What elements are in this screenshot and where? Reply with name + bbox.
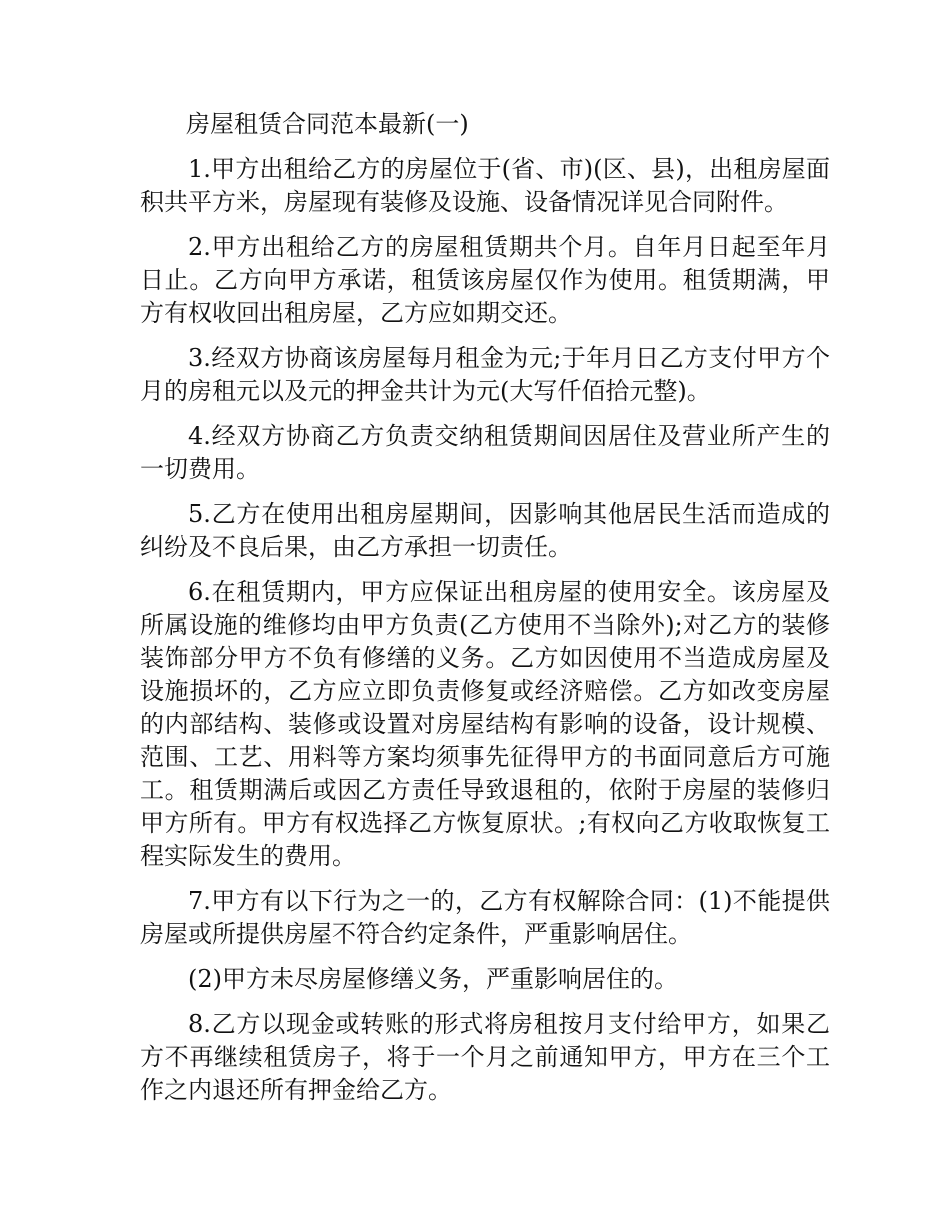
clause-3: 3.经双方协商该房屋每月租金为元;于年月日乙方支付甲方个月的房租元以及元的押金共计为元(大写仟佰拾元整)。 (140, 344, 830, 405)
clause-8: 8.乙方以现金或转账的形式将房租按月支付给甲方，如果乙方不再继续租赁房子，将于一个月之前通知甲方，甲方在三个工作之内退还所有押金给乙方。 (140, 1010, 830, 1104)
document-title: 房屋租赁合同范本最新(一) (186, 110, 469, 138)
document-page (140, 108, 830, 1119)
clause-7: 7.甲方有以下行为之一的，乙方有权解除合同：(1)不能提供房屋或所提供房屋不符合约定条件，严重影响居住。 (140, 887, 830, 948)
clause-4: 4.经双方协商乙方负责交纳租赁期间因居住及营业所产生的一切费用。 (140, 422, 830, 483)
clause-5: 5.乙方在使用出租房屋期间，因影响其他居民生活而造成的纠纷及不良后果，由乙方承担一切责任。 (140, 500, 830, 561)
clause-1: 1.甲方出租给乙方的房屋位于(省、市)(区、县)，出租房屋面积共平方米，房屋现有装修及设施、设备情况详见合同附件。 (140, 155, 830, 216)
clause-6: 6.在租赁期内，甲方应保证出租房屋的使用安全。该房屋及所属设施的维修均由甲方负责(乙方使用不当除外);对乙方的装修装饰部分甲方不负有修缮的义务。乙方如因使用不当造成房屋及设施损坏的，乙方应立即负责修复或经济赔偿。乙方如改变房屋的内部结构、装修或设置对房屋结构有影响的设备，设计规模、范围、工艺、用料等方案均须事先征得甲方的书面同意后方可施工。租赁期满后或因乙方责任导致退租的，依附于房屋的装修归甲方所有。甲方有权选择乙方恢复原状。;有权向乙方收取恢复工程实际发生的费用。 (140, 578, 830, 870)
clause-7-subitem-2: (2)甲方未尽房屋修缮义务，严重影响居住的。 (188, 965, 678, 993)
clause-2: 2.甲方出租给乙方的房屋租赁期共个月。自年月日起至年月日止。乙方向甲方承诺，租赁该房屋仅作为使用。租赁期满，甲方有权收回出租房屋，乙方应如期交还。 (140, 233, 830, 327)
